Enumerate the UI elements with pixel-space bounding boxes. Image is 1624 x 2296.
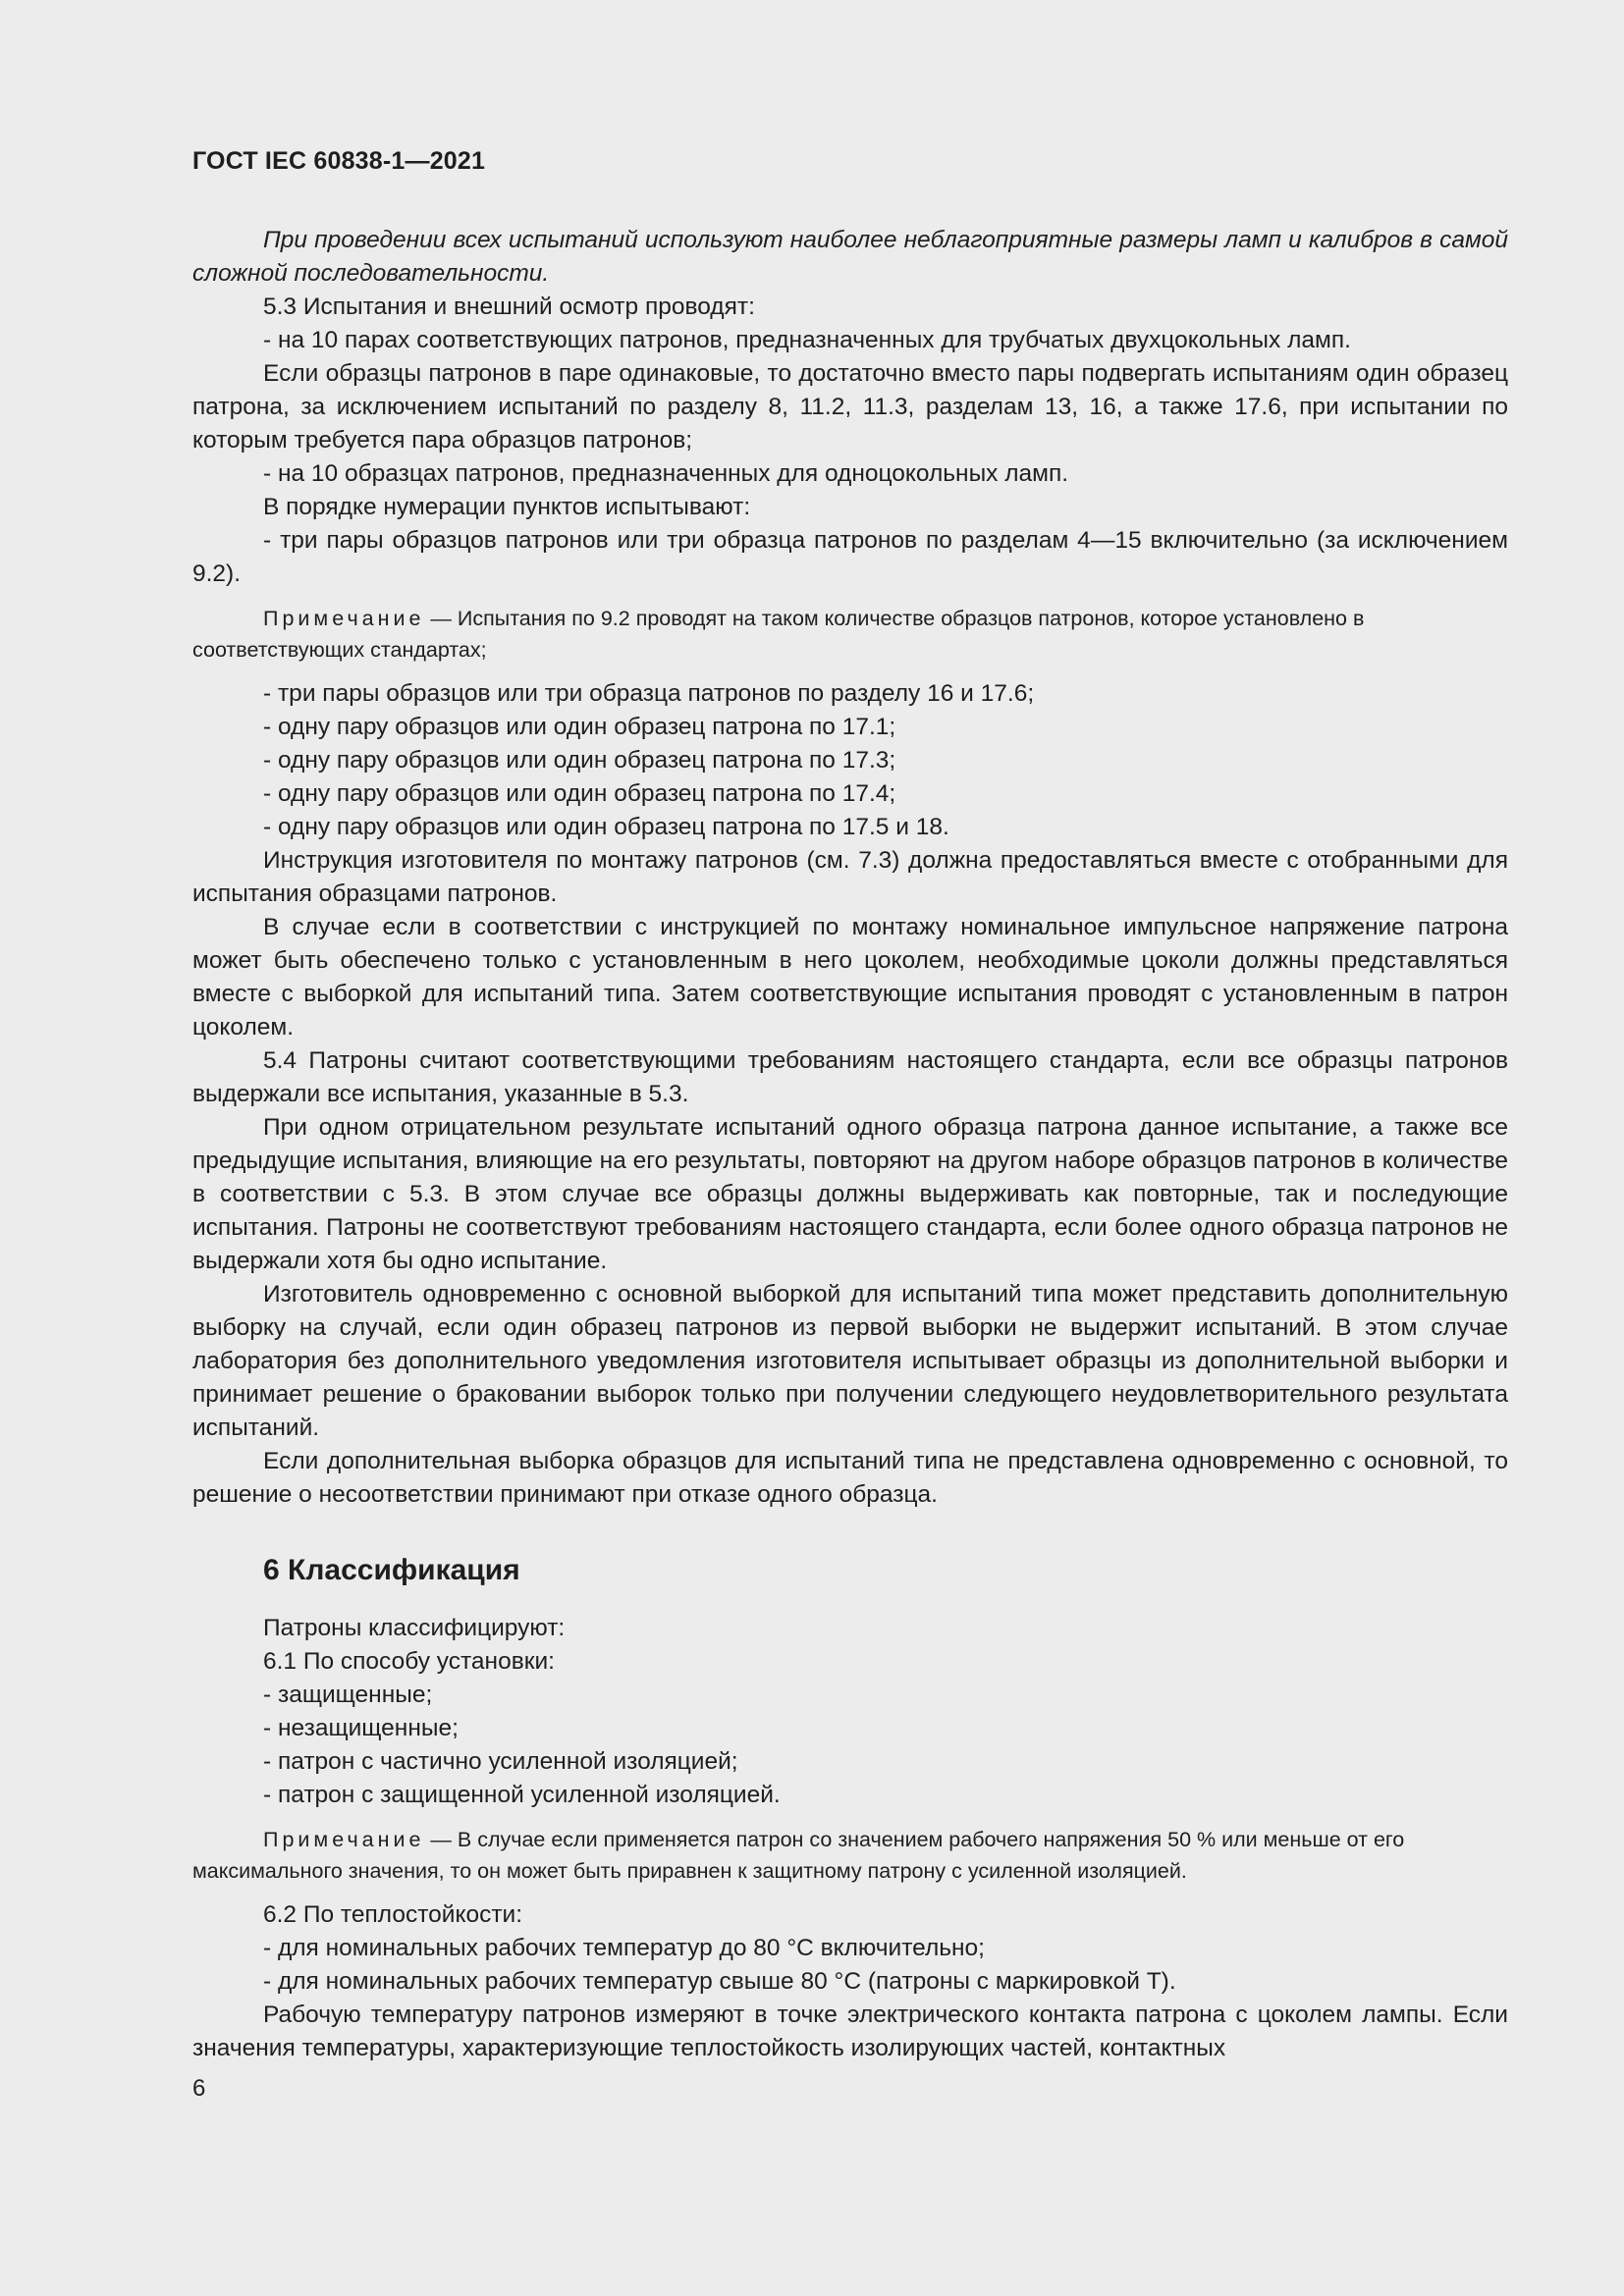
section-heading: 6 Классификация	[263, 1554, 520, 1586]
note-text: — Испытания по 9.2 проводят на таком количестве образцов патронов, которое установлено в соответствующих стандартах;	[192, 607, 1365, 662]
list-item: - для номинальных рабочих температур свыше 80 °С (патроны с маркировкой Т).	[263, 1968, 1176, 1995]
list-item: - одну пару образцов или один образец патрона по 17.1;	[263, 714, 896, 740]
list-item: - три пары образцов патронов или три образца патронов по разделам 4—15 включительно (за исключением 9.2).	[192, 527, 1508, 587]
paragraph: В порядке нумерации пунктов испытывают:	[263, 494, 751, 520]
paragraph: Рабочую температуру патронов измеряют в точке электрического контакта патрона с цоколем лампы. Если значения температуры, характеризующие теплостойкость изолирующих частей, контактных	[192, 2002, 1508, 2061]
page-number: 6	[192, 2075, 206, 2102]
list-item: - на 10 парах соответствующих патронов, предназначенных для трубчатых двухцокольных ламп.	[263, 327, 1351, 353]
paragraph: Изготовитель одновременно с основной выборкой для испытаний типа может представить дополнительную выборку на случай, если один образец патронов из первой выборки не выдержит испытаний. В этом случае лаборатория без дополнительного уведомления изготовителя испытывает образцы из дополнительной выборки и принимает решение о браковании выборок только при получении следующего неудовлетворительного результата испытаний.	[192, 1281, 1508, 1441]
note	[192, 1824, 1508, 1887]
list-item: - одну пару образцов или один образец патрона по 17.3;	[263, 747, 896, 774]
clause-5-4: 5.4 Патроны считают соответствующими требованиям настоящего стандарта, если все образцы патронов выдержали все испытания, указанные в 5.3.	[192, 1047, 1508, 1107]
note-label: Примечание	[263, 1828, 425, 1851]
document-header: ГОСТ IEC 60838-1—2021	[192, 147, 486, 175]
paragraph: При одном отрицательном результате испытаний одного образца патрона данное испытание, а также все предыдущие испытания, влияющие на его результаты, повторяют на другом наборе образцов патронов в количестве в соответствии с 5.3. В этом случае все образцы должны выдерживать как повторные, так и последующие испытания. Патроны не соответствуют требованиям настоящего стандарта, если более одного образца патронов не выдержали хотя бы одно испытание.	[192, 1114, 1508, 1274]
document-body	[192, 224, 1508, 2065]
paragraph: Если дополнительная выборка образцов для испытаний типа не представлена одновременно с основной, то решение о несоответствии принимают при отказе одного образца.	[192, 1448, 1508, 1508]
list-item: - на 10 образцах патронов, предназначенных для одноцокольных ламп.	[263, 460, 1069, 487]
list-item: - три пары образцов или три образца патронов по разделу 16 и 17.6;	[263, 680, 1035, 707]
list-item: - патрон с частично усиленной изоляцией;	[263, 1748, 738, 1775]
note	[192, 603, 1508, 666]
paragraph: Инструкция изготовителя по монтажу патронов (см. 7.3) должна предоставляться вместе с отобранными для испытания образцами патронов.	[192, 847, 1508, 907]
paragraph: Патроны классифицируют:	[263, 1615, 566, 1641]
list-item: - незащищенные;	[263, 1715, 459, 1741]
paragraph: В случае если в соответствии с инструкцией по монтажу номинальное импульсное напряжение патрона может быть обеспечено только с установленным в него цоколем, необходимые цоколи должны представляться вместе с выборкой для испытаний типа. Затем соответствующие испытания проводят с установленным в патрон цоколем.	[192, 914, 1508, 1041]
paragraph: При проведении всех испытаний используют наиболее неблагоприятные размеры ламп и калибров в самой сложной последовательности.	[192, 227, 1508, 287]
list-item: - одну пару образцов или один образец патрона по 17.5 и 18.	[263, 814, 949, 840]
clause-5-3: 5.3 Испытания и внешний осмотр проводят:	[263, 294, 755, 320]
clause-6-2: 6.2 По теплостойкости:	[263, 1901, 523, 1928]
note-text: — В случае если применяется патрон со значением рабочего напряжения 50 % или меньше от его максимального значения, то он может быть приравнен к защитному патрону с усиленной изоляцией.	[192, 1828, 1405, 1883]
list-item: - для номинальных рабочих температур до 80 °С включительно;	[263, 1935, 985, 1961]
clause-6-1: 6.1 По способу установки:	[263, 1648, 555, 1675]
list-item: - патрон с защищенной усиленной изоляцией.	[263, 1782, 781, 1808]
paragraph: Если образцы патронов в паре одинаковые, то достаточно вместо пары подвергать испытаниям один образец патрона, за исключением испытаний по разделу 8, 11.2, 11.3, разделам 13, 16, а также 17.6, при испытании по которым требуется пара образцов патронов;	[192, 360, 1508, 454]
note-label: Примечание	[263, 607, 425, 630]
list-item: - защищенные;	[263, 1682, 433, 1708]
list-item: - одну пару образцов или один образец патрона по 17.4;	[263, 780, 896, 807]
